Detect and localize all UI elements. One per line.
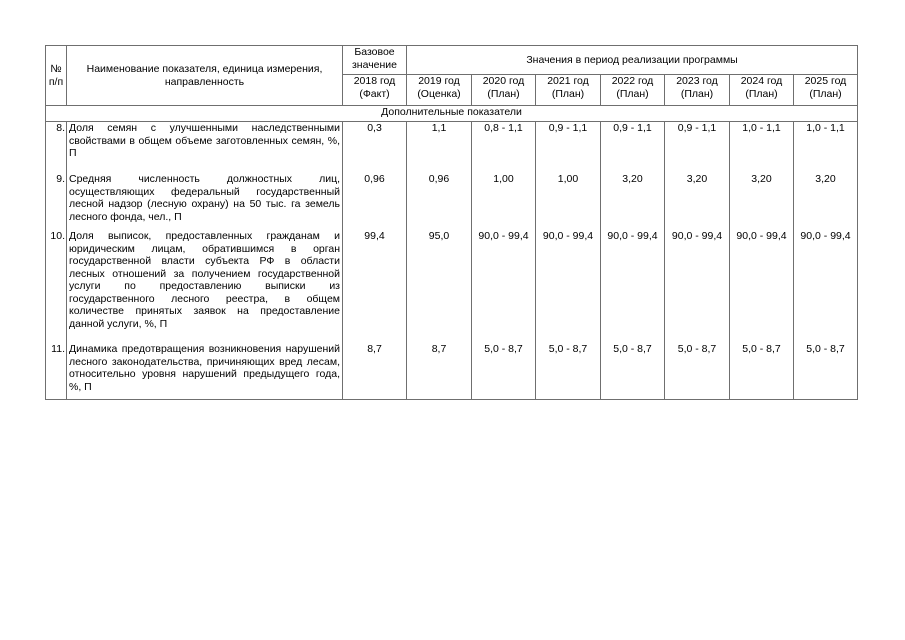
row-value: 95,0 (407, 230, 472, 343)
row-number: 8. (46, 122, 67, 174)
row-value: 0,3 (343, 122, 407, 174)
row-value: 0,8 - 1,1 (472, 122, 536, 174)
indicators-table (45, 45, 858, 400)
row-value: 0,9 - 1,1 (665, 122, 730, 174)
row-value: 90,0 - 99,4 (665, 230, 730, 343)
header-year: 2025 год (План) (794, 75, 858, 106)
row-value: 5,0 - 8,7 (472, 343, 536, 400)
row-value: 0,96 (343, 173, 407, 230)
row-name: Средняя численность должностных лиц, осуществляющих федеральный государственный лесной надзор (лесную охрану) на 50 тыс. га земель лесного фонда, чел., П (67, 173, 343, 230)
row-value: 90,0 - 99,4 (730, 230, 794, 343)
section-title: Дополнительные показатели (46, 106, 858, 122)
row-value: 1,00 (536, 173, 601, 230)
row-value: 3,20 (601, 173, 665, 230)
row-value: 5,0 - 8,7 (665, 343, 730, 400)
table-row (46, 122, 858, 174)
row-value: 90,0 - 99,4 (601, 230, 665, 343)
row-value: 1,0 - 1,1 (794, 122, 858, 174)
row-value: 99,4 (343, 230, 407, 343)
row-value: 8,7 (343, 343, 407, 400)
row-value: 1,0 - 1,1 (730, 122, 794, 174)
header-year: 2018 год (Факт) (343, 75, 407, 106)
section-row (46, 106, 858, 122)
table-row (46, 343, 858, 400)
row-value: 90,0 - 99,4 (536, 230, 601, 343)
row-value: 0,9 - 1,1 (601, 122, 665, 174)
row-name: Динамика предотвращения возникновения нарушений лесного законодательства, причиняющих вред лесам, относительно уровня нарушений предыдущего года, %, П (67, 343, 343, 400)
table-row (46, 230, 858, 343)
header-period: Значения в период реализации программы (407, 46, 858, 75)
row-value: 5,0 - 8,7 (536, 343, 601, 400)
header-base: Базовое значение (343, 46, 407, 75)
row-value: 90,0 - 99,4 (472, 230, 536, 343)
row-value: 0,9 - 1,1 (536, 122, 601, 174)
row-number: 11. (46, 343, 67, 400)
header-year: 2021 год (План) (536, 75, 601, 106)
row-value: 0,96 (407, 173, 472, 230)
row-number: 9. (46, 173, 67, 230)
header-year: 2024 год (План) (730, 75, 794, 106)
header-name: Наименование показателя, единица измерения, направленность (67, 46, 343, 106)
row-name: Доля семян с улучшенными наследственными свойствами в общем объеме заготовленных семян, %, П (67, 122, 343, 174)
header-year: 2019 год (Оценка) (407, 75, 472, 106)
row-value: 1,00 (472, 173, 536, 230)
row-number: 10. (46, 230, 67, 343)
row-value: 3,20 (665, 173, 730, 230)
header-year: 2023 год (План) (665, 75, 730, 106)
header-year: 2020 год (План) (472, 75, 536, 106)
row-value: 3,20 (794, 173, 858, 230)
row-value: 8,7 (407, 343, 472, 400)
table-row (46, 173, 858, 230)
row-value: 5,0 - 8,7 (601, 343, 665, 400)
header-num: № п/п (46, 46, 67, 106)
header-year: 2022 год (План) (601, 75, 665, 106)
row-value: 1,1 (407, 122, 472, 174)
row-value: 90,0 - 99,4 (794, 230, 858, 343)
row-name: Доля выписок, предоставленных гражданам и юридическим лицам, обратившимся в орган государственной власти субъекта РФ в области лесных отношений за получением государственной услуги по предоставлению выписки из государственного лесного реестра, в общем количестве принятых заявок на предоставление данной услуги, %, П (67, 230, 343, 343)
header-row-1 (46, 46, 858, 75)
row-value: 3,20 (730, 173, 794, 230)
row-value: 5,0 - 8,7 (730, 343, 794, 400)
row-value: 5,0 - 8,7 (794, 343, 858, 400)
